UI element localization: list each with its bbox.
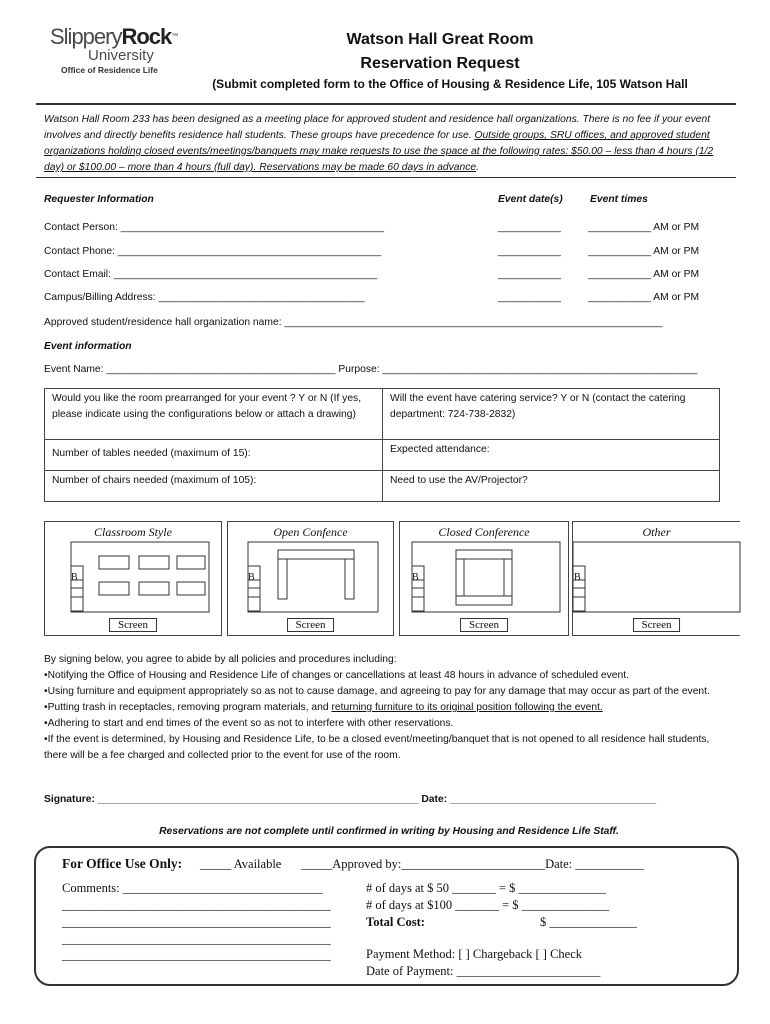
approved-by-field[interactable]: _____Approved by:_______________________Date: ___________ (301, 857, 645, 871)
layout-other[interactable] (572, 521, 740, 636)
chairs-needed-cell[interactable]: Number of chairs needed (maximum of 105): (52, 475, 257, 486)
am-pm-label: AM or PM (653, 269, 700, 280)
screen-label: Screen (460, 618, 508, 632)
page-title-line2: Reservation Request (360, 55, 520, 72)
payment-date-field[interactable]: Date of Payment: _______________________ (366, 964, 601, 978)
billing-address-label: Campus/Billing Address: (44, 292, 156, 303)
signature-row (44, 794, 656, 805)
confirmation-note: Reservations are not complete until confirmed in writing by Housing and Residence Life Staff. (159, 826, 619, 837)
tables-needed-cell[interactable]: Number of tables needed (maximum of 15): (52, 448, 251, 459)
logo-office: Office of Residence Life (61, 65, 158, 75)
board-label: B (248, 572, 255, 583)
room-layouts (44, 521, 740, 636)
intro-end: . (476, 162, 480, 173)
event-time-field-4[interactable] (588, 292, 699, 303)
comments-line[interactable]: ___________________________________________ (62, 932, 331, 946)
event-time-field-2[interactable] (588, 246, 699, 257)
university-logo (50, 26, 190, 82)
event-date-field-3[interactable]: ___________ (498, 269, 561, 280)
signature-date-label: Date: (421, 794, 448, 805)
contact-email-line[interactable]: ______________________________________________ (113, 269, 378, 280)
logo-university: University (88, 47, 154, 64)
contact-person-line[interactable]: ______________________________________________ (120, 222, 385, 233)
event-date-field-1[interactable]: ___________ (498, 222, 561, 233)
screen-label: Screen (109, 618, 157, 632)
comments-field[interactable]: Comments: ________________________________ (62, 881, 323, 895)
event-time-line[interactable]: ___________ (588, 246, 651, 257)
layout-name: Other (642, 525, 671, 539)
requester-heading: Requester Information (44, 194, 154, 205)
contact-phone-label: Contact Phone: (44, 246, 115, 257)
layout-closed-conference[interactable] (399, 521, 569, 636)
billing-address-line[interactable]: ____________________________________ (158, 292, 365, 303)
comments-line[interactable]: ___________________________________________ (62, 915, 331, 929)
board-label: B (71, 572, 78, 583)
prearrange-question[interactable]: Would you like the room prearranged for your event ? Y or N (If yes, please indicate using the configurations below or attach a drawing) (52, 393, 362, 420)
signature-date-line[interactable]: ____________________________________ (450, 794, 657, 805)
event-date-field-2[interactable]: ___________ (498, 246, 561, 257)
intro-text: Watson Hall Room 233 has been designed as a meeting place for approved student and residence hall organizations. There is no fee if your event involves and directly benefits residence hall students. These groups have precedence for use. (44, 114, 711, 141)
office-use-box (34, 846, 739, 986)
contact-phone-field[interactable] (44, 246, 381, 257)
policies-text (44, 652, 734, 764)
contact-email-label: Contact Email: (44, 269, 111, 280)
purpose-label: Purpose: (338, 364, 380, 375)
event-info-heading: Event information (44, 341, 132, 352)
board-label: B (412, 572, 419, 583)
am-pm-label: AM or PM (653, 222, 700, 233)
event-time-field-3[interactable] (588, 269, 699, 280)
organization-field[interactable] (44, 317, 662, 328)
total-cost-field[interactable]: $ ______________ (540, 915, 637, 929)
layout-classroom-style[interactable] (44, 521, 222, 636)
available-field[interactable]: _____ Available (200, 857, 282, 871)
office-use-heading: For Office Use Only: (62, 856, 183, 871)
event-name-line[interactable]: ________________________________________ (106, 364, 336, 375)
comments-line[interactable]: ___________________________________________ (62, 898, 331, 912)
logo-tm: ™ (171, 33, 178, 40)
event-details-table (44, 388, 720, 502)
screen-label: Screen (633, 618, 681, 632)
header-divider (36, 103, 736, 105)
policy-item: •Adhering to start and end times of the event so as not to interfere with other reservations. (44, 718, 454, 729)
logo-word-rock: Rock (121, 24, 172, 49)
intro-divider (36, 177, 736, 178)
policy-item: •Notifying the Office of Housing and Residence Life of changes or cancellations at least 48 hours in advance of scheduled event. (44, 670, 629, 681)
intro-rates-text: Outside groups, SRU offices, and approved student organizations holding closed events/meetings/banquets may make requests to use the space at the following rates: $50.00 – less than 4 hours (1/2 day) or $100.00 – more than 4 hours (full day). Reservations may be made 60 days in advance (44, 130, 714, 173)
event-times-heading: Event times (590, 194, 648, 205)
event-time-line[interactable]: ___________ (588, 269, 651, 280)
page-title-line1: Watson Hall Great Room (346, 31, 534, 48)
policy-item-trash (44, 700, 734, 716)
total-cost-label: Total Cost: (366, 915, 425, 929)
catering-question[interactable]: Will the event have catering service? Y or N (contact the catering department: 724-738-2832) (382, 389, 719, 439)
signature-label: Signature: (44, 794, 95, 805)
policy-item: •Using furniture and equipment appropriately so as not to cause damage, and agreeing to pay for any damage that may occur as part of the event. (44, 686, 710, 697)
purpose-line[interactable]: _______________________________________________________ (382, 364, 698, 375)
billing-address-field[interactable] (44, 292, 365, 303)
am-pm-label: AM or PM (653, 292, 700, 303)
intro-paragraph (44, 112, 734, 176)
am-pm-label: AM or PM (653, 246, 700, 257)
signature-line[interactable]: ________________________________________________________ (97, 794, 419, 805)
layout-open-conference[interactable] (227, 521, 394, 636)
policies-intro: By signing below, you agree to abide by all policies and procedures including: (44, 654, 397, 665)
policy-item: •If the event is determined, by Housing and Residence Life, to be a closed event/meeting/banquet that is not opened to all residence hall students, there will be a fee charged and collected prior to the event for use of the room. (44, 734, 710, 761)
contact-person-field[interactable] (44, 222, 384, 233)
contact-email-field[interactable] (44, 269, 377, 280)
payment-method-field[interactable]: Payment Method: [ ] Chargeback [ ] Check (366, 947, 583, 961)
board-label: B (574, 572, 581, 583)
contact-phone-line[interactable]: ______________________________________________ (117, 246, 382, 257)
days-50-field[interactable]: # of days at $ 50 _______ = $ ______________ (366, 881, 607, 895)
contact-person-label: Contact Person: (44, 222, 118, 233)
policy-trash-text: •Putting trash in receptacles, removing program materials, and (44, 702, 332, 713)
event-name-field[interactable] (44, 364, 697, 375)
layout-name: Classroom Style (94, 525, 172, 539)
organization-label: Approved student/residence hall organization name: (44, 317, 282, 328)
event-time-line[interactable]: ___________ (588, 292, 651, 303)
layout-name: Open Confence (273, 525, 348, 539)
organization-line[interactable]: __________________________________________________________________ (284, 317, 663, 328)
screen-label: Screen (287, 618, 335, 632)
expected-attendance-cell[interactable]: Expected attendance: (382, 440, 719, 470)
layout-name: Closed Conference (438, 525, 530, 539)
logo-word-slippery: Slippery (50, 24, 122, 49)
comments-line[interactable]: ___________________________________________ (62, 948, 331, 962)
event-name-label: Event Name: (44, 364, 104, 375)
event-time-field-1[interactable] (588, 222, 699, 233)
event-dates-heading: Event date(s) (498, 194, 563, 205)
policy-furniture-text: returning furniture to its original position following the event. (331, 702, 603, 713)
page-subtitle: (Submit completed form to the Office of Housing & Residence Life, 105 Watson Hall (212, 77, 688, 91)
days-100-field[interactable]: # of days at $100 _______ = $ ______________ (366, 898, 610, 912)
event-date-field-4[interactable]: ___________ (498, 292, 561, 303)
event-time-line[interactable]: ___________ (588, 222, 651, 233)
av-projector-cell[interactable]: Need to use the AV/Projector? (382, 471, 719, 501)
